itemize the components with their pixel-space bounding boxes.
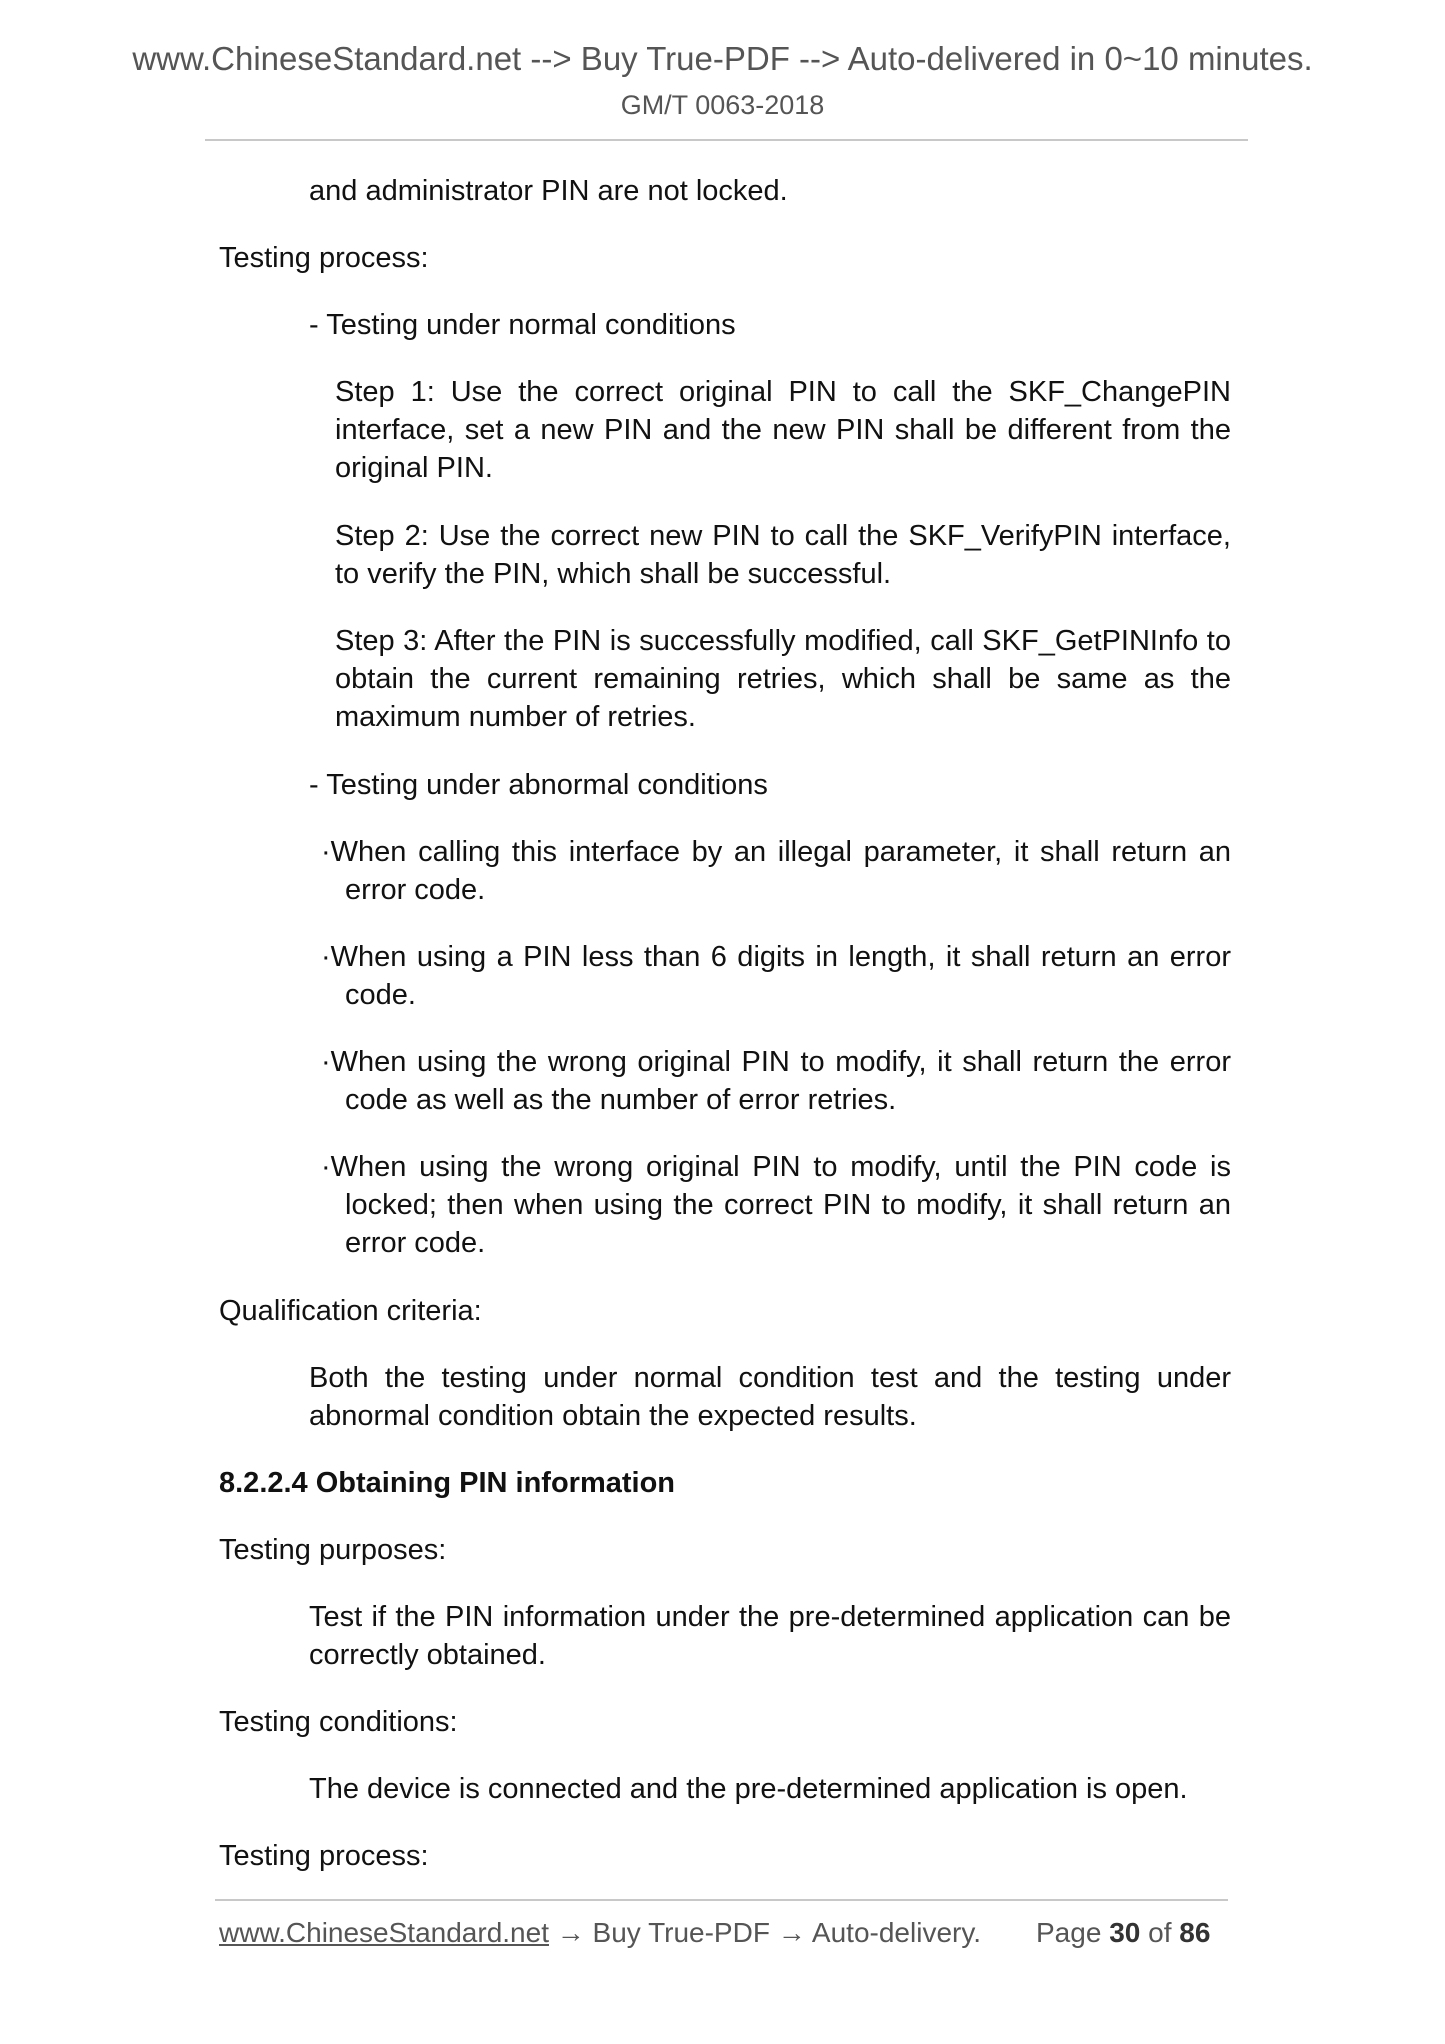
normal-conditions-heading: - Testing under normal conditions	[309, 309, 736, 341]
of-label: of	[1148, 1917, 1172, 1948]
step-2: Step 2: Use the correct new PIN to call the SKF_VerifyPIN interface, to verify the PIN, which shall be successful.	[335, 520, 1231, 590]
testing-process-label-2: Testing process:	[219, 1840, 429, 1872]
page-number: 30	[1109, 1917, 1141, 1948]
section-heading: 8.2.2.4 Obtaining PIN information	[219, 1467, 675, 1499]
footer-site-link[interactable]: www.ChineseStandard.net	[219, 1917, 549, 1948]
testing-process-label: Testing process:	[219, 242, 429, 274]
qualification-criteria-text: Both the testing under normal condition test and the testing under abnormal condition obtain the expected results.	[309, 1362, 1231, 1432]
abnormal-conditions-heading: - Testing under abnormal conditions	[309, 769, 768, 801]
footer-delivery-text: → Buy True-PDF → Auto-delivery.	[548, 1917, 982, 1948]
page-label: Page	[1036, 1917, 1102, 1948]
abnormal-item: ·When using a PIN less than 6 digits in length, it shall return an error code.	[321, 941, 1231, 1011]
footer-left	[219, 1917, 981, 1949]
testing-purposes-text: Test if the PIN information under the pre-determined application can be correctly obtained.	[309, 1601, 1231, 1671]
abnormal-item: ·When calling this interface by an illegal parameter, it shall return an error code.	[321, 836, 1231, 906]
page-indicator	[1036, 1917, 1210, 1949]
document-code: GM/T 0063-2018	[620, 90, 825, 120]
abnormal-item: ·When using the wrong original PIN to modify, it shall return the error code as well as the number of error retries.	[321, 1046, 1231, 1116]
total-pages: 86	[1179, 1917, 1211, 1948]
top-banner[interactable]: www.ChineseStandard.net --> Buy True-PDF --> Auto-delivered in 0~10 minutes.	[132, 40, 1313, 77]
header-divider	[205, 139, 1248, 141]
continued-text: and administrator PIN are not locked.	[309, 175, 788, 207]
qualification-criteria-label: Qualification criteria:	[219, 1295, 482, 1327]
testing-conditions-text: The device is connected and the pre-determined application is open.	[309, 1773, 1188, 1805]
testing-conditions-label: Testing conditions:	[219, 1706, 458, 1738]
step-1: Step 1: Use the correct original PIN to call the SKF_ChangePIN interface, set a new PIN and the new PIN shall be different from the original PIN.	[335, 376, 1231, 484]
testing-purposes-label: Testing purposes:	[219, 1534, 447, 1566]
footer-divider	[215, 1899, 1228, 1901]
abnormal-item: ·When using the wrong original PIN to modify, until the PIN code is locked; then when using the correct PIN to modify, it shall return an error code.	[321, 1151, 1231, 1259]
step-3: Step 3: After the PIN is successfully modified, call SKF_GetPINInfo to obtain the current remaining retries, which shall be same as the maximum number of retries.	[335, 625, 1231, 733]
